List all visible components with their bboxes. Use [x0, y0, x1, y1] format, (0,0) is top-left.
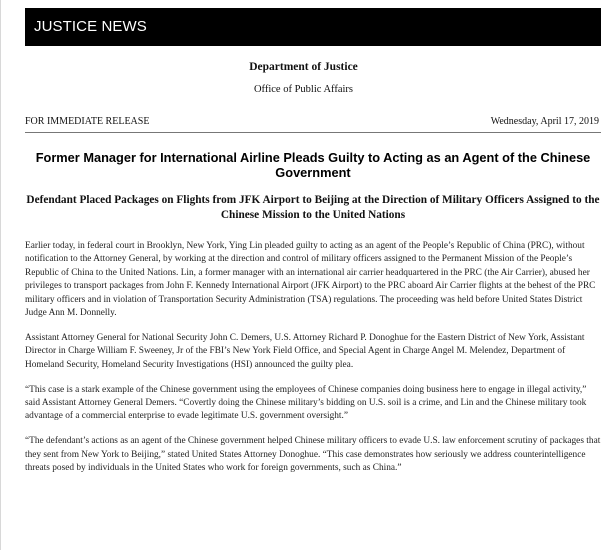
release-info-row	[25, 114, 601, 133]
article-paragraph: “The defendant’s actions as an agent of the Chinese government helped Chinese military officers to evade U.S. law enforcement scrutiny of packages that they sent from New York to Beijing,” stated United States Attorney Donoghue. “This case demonstrates how seriously we address counterintelligence threats posed by individuals in the United States who work for foreign governments, such as China.”	[25, 436, 601, 474]
article-paragraph: “This case is a stark example of the Chinese government using the employees of Chinese companies doing business here to engage in illegal activity,” said Assistant Attorney General Demers. “Covertly doing the Chinese military’s bidding on U.S. soil is a crime, and Lin and the Chinese military took advantage of a commercial enterprise to evade legitimate U.S. government oversight.”	[25, 384, 587, 422]
article-paragraph: Earlier today, in federal court in Brooklyn, New York, Ying Lin pleaded guilty to acting as an agent of the People’s Republic of China (PRC), without notification to the Attorney General, by working at the direction and control of military officers assigned to the Permanent Mission of the People’s Republic of China to the United Nations. Lin, a former manager with an international air carrier headquartered in the PRC (the Air Carrier), abused her privileges to transport packages from John F. Kennedy International Airport (JFK Airport) to the PRC aboard Air Carrier flights at the behest of the PRC military officers and in violation of Transportation Security Administration (TSA) regulations. The proceeding was held before United States District Judge Ann M. Donnelly.	[25, 241, 596, 319]
banner-title: JUSTICE NEWS	[34, 18, 147, 35]
article-headline: Former Manager for International Airline Pleads Guilty to Acting as an Agent of the Chinese Government	[35, 150, 591, 180]
release-label: FOR IMMEDIATE RELEASE	[25, 116, 150, 127]
justice-news-banner[interactable]	[25, 8, 601, 46]
office-name: Office of Public Affairs	[253, 84, 354, 95]
article-body	[25, 240, 603, 487]
department-name: Department of Justice	[249, 61, 358, 73]
article-subheadline: Defendant Placed Packages on Flights from JFK Airport to Beijing at the Direction of Military Officers Assigned to the Chinese Mission to the United Nations	[26, 194, 600, 221]
release-date: Wednesday, April 17, 2019	[490, 116, 599, 127]
article-paragraph: Assistant Attorney General for National Security John C. Demers, U.S. Attorney Richard P. Donoghue for the Eastern District of New York, Assistant Director in Charge William F. Sweeney, Jr of the FBI’s New York Field Office, and Special Agent in Charge Angel M. Melendez, Department of Homeland Security, Homeland Security Investigations (HSI) announced the guilty plea.	[25, 332, 585, 370]
